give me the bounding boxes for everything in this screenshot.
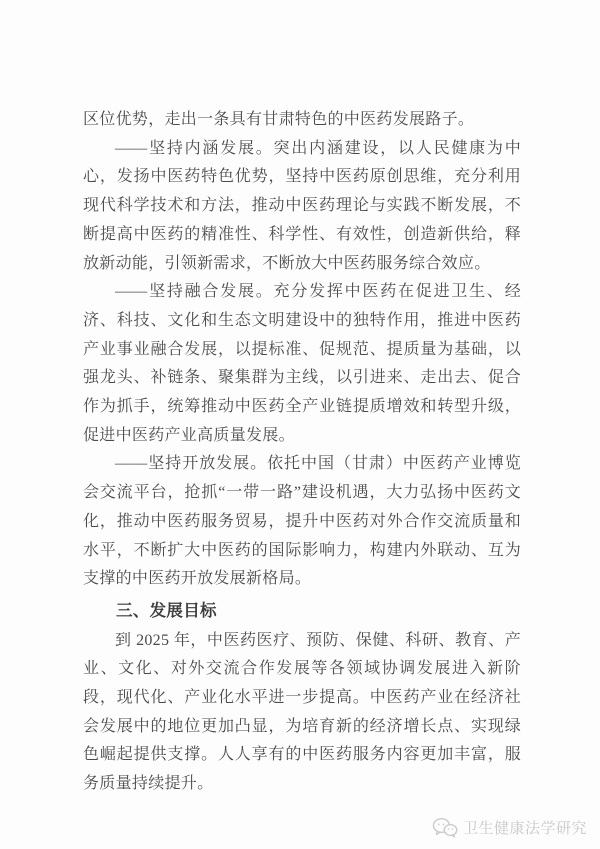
section-heading: 三、发展目标	[116, 601, 217, 620]
paragraph: ——坚持融合发展。充分发挥中医药在促进卫生、经济、科技、文化和生态文明建设中的独特作用，推进中医药产业事业融合发展，以提标准、促规范、提质量为基础，以强龙头、补链条、聚集群为主线，以引进来、走出去、促合作为抓手，统筹推动中医药全产业链提质增效和转型升级，促进中医药产业高质量发展。	[83, 283, 521, 444]
paragraph: ——坚持开放发展。依托中国（甘肃）中医药产业博览会交流平台，抢抓“一带一路”建设机遇，大力弘扬中医药文化，推动中医药服务贸易，提升中医药对外合作交流质量和水平，不断扩大中医药的国际影响力，构建内外联动、互为支撑的中医药开放发展新格局。	[83, 455, 521, 588]
watermark	[432, 817, 587, 838]
wechat-logo-icon	[432, 817, 458, 838]
paragraph: ——坚持内涵发展。突出内涵建设，以人民健康为中心，发扬中医药特色优势，坚持中医药原创思维，充分利用现代科学技术和方法，推动中医药理论与实践不断发展，不断提高中医药的精准性、科学性、有效性，创造新供给，释放新动能，引领新需求，不断放大中医药服务综合效应。	[83, 139, 521, 272]
paragraph: 区位优势，走出一条具有甘肃特色的中医药发展路子。	[83, 111, 475, 128]
watermark-label: 卫生健康法学研究	[462, 820, 587, 837]
document-body	[83, 106, 521, 799]
paragraph: 到 2025 年，中医药医疗、预防、保健、科研、教育、产业、文化、对外交流合作发展等各领域协调发展进入新阶段，现代化、产业化水平进一步提高。中医药产业在经济社会发展中的地位更加凸显，为培育新的经济增长点、实现绿色崛起提供支撑。人人享有的中医药服务内容更加丰富，服务质量持续提升。	[83, 631, 521, 793]
